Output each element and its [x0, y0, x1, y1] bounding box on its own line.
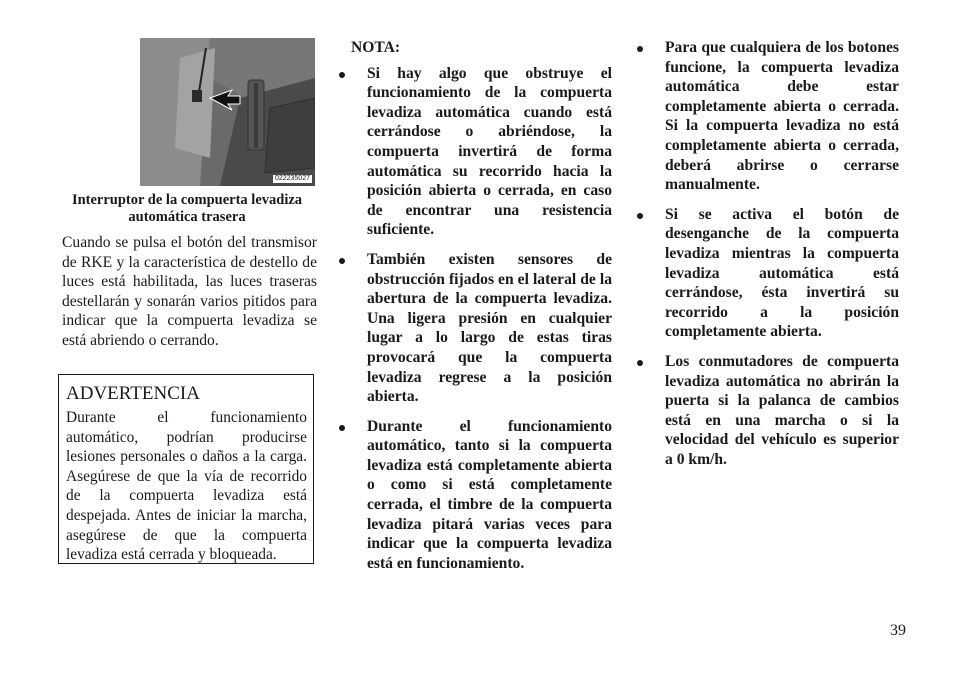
- figure-caption: Interruptor de la compuerta levadiza automática trasera: [71, 192, 303, 225]
- note-column-continued: [633, 38, 899, 479]
- note-item: [335, 417, 612, 574]
- bullet-icon: [339, 258, 345, 264]
- intro-paragraph: Cuando se pulsa el botón del transmisor de RKE y la característica de destello de luces está habilitada, las luces traseras destellarán y sonarán varios pitidos para indicar que la compuerta levadiza se está abriendo o cerrando.: [62, 234, 317, 349]
- page-number: 39: [890, 622, 906, 639]
- bullet-icon: [637, 46, 643, 52]
- note-item: [335, 250, 612, 407]
- note-item: [633, 205, 899, 342]
- note-list-continued: [633, 38, 899, 469]
- bullet-icon: [339, 72, 345, 78]
- bullet-icon: [339, 425, 345, 431]
- note-item-text: Los conmutadores de compuerta levadiza automática no abrirán la puerta si la palanca de cambios está en una marcha o si la velocidad del vehículo es superior a 0 km/h.: [665, 352, 899, 468]
- liftgate-interior-illustration: [140, 38, 315, 186]
- warning-title: ADVERTENCIA: [66, 383, 200, 404]
- warning-box: [58, 374, 314, 564]
- note-item-text: Si hay algo que obstruye el funcionamiento de la compuerta levadiza automática cuando está cerrándose o abriéndose, la compuerta invertirá de forma automática su recorrido hacia la posición abierta o cerrada, en caso de encontrar una resistencia suficiente.: [367, 64, 612, 239]
- note-item-text: Durante el funcionamiento automático, tanto si la compuerta levadiza está completamente abierta o como si está completamente cerrada, el timbre de la compuerta levadiza pitará varias veces para indicar que la compuerta levadiza está en funcionamiento.: [367, 417, 612, 572]
- warning-body: Durante el funcionamiento automático, podrían producirse lesiones personales o daños a la carga. Asegúrese de que la vía de recorrido de la compuerta levadiza está despejada. Antes de iniciar la marcha, asegúrese de que la compuerta levadiza está cerrada y bloqueada.: [66, 409, 307, 564]
- note-item-text: Si se activa el botón de desenganche de la compuerta levadiza mientras la compuerta levadiza automática está cerrándose, ésta invertirá su recorrido a la posición completamente abierta.: [665, 205, 899, 341]
- bullet-icon: [637, 213, 643, 219]
- note-column: [335, 38, 612, 583]
- liftgate-switch-figure: [140, 38, 315, 186]
- note-item-text: También existen sensores de obstrucción fijados en el lateral de la abertura de la compuerta levadiza. Una ligera presión en cualquier lugar a lo largo de estas tiras provocará que la compuerta levadiza regrese a la posición abierta.: [367, 250, 612, 406]
- note-item: [633, 38, 899, 195]
- note-item-text: Para que cualquiera de los botones funcione, la compuerta levadiza automática debe estar completamente abierta o cerrada. Si la compuerta levadiza no está completamente abierta o cerrada, deberá abrirse o cerrarse manualmente.: [665, 39, 899, 194]
- bullet-icon: [637, 360, 643, 366]
- note-list: [335, 64, 612, 574]
- note-item: [633, 352, 899, 470]
- note-item: [335, 64, 612, 240]
- figure-id-label: 022235027: [274, 175, 310, 182]
- note-title: NOTA:: [351, 39, 401, 56]
